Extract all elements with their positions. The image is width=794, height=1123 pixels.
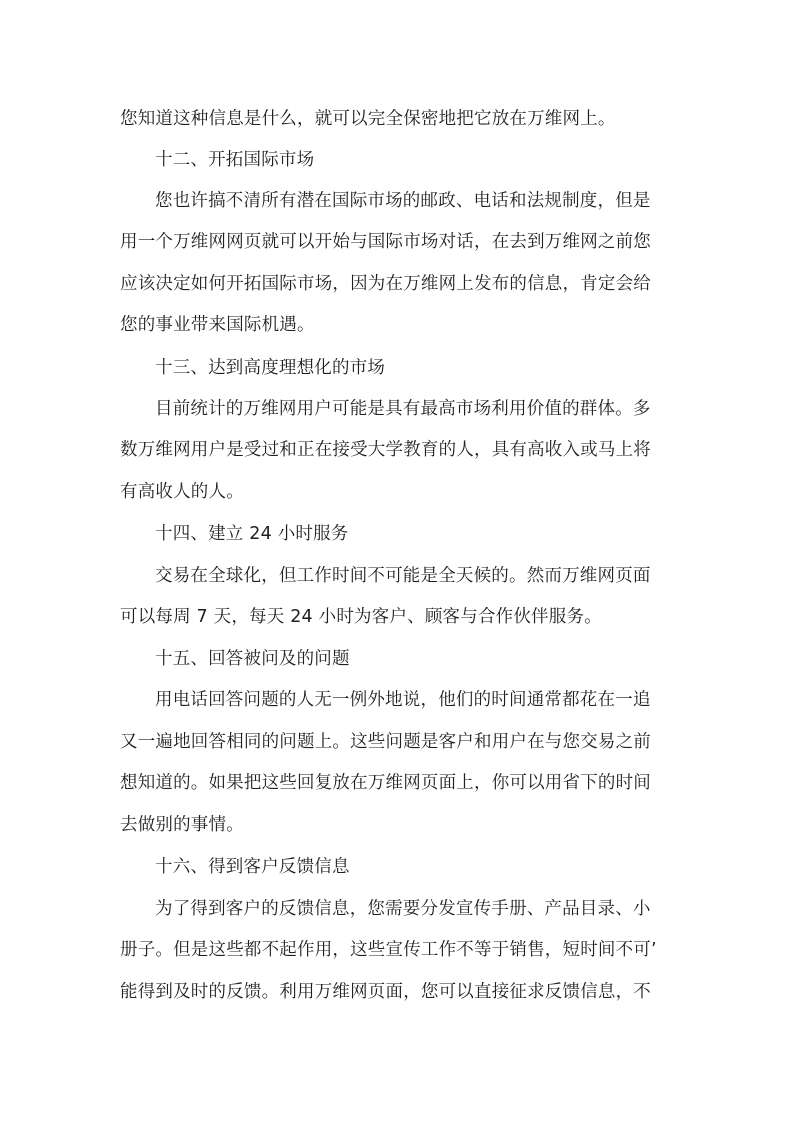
paragraph-first-line: 为了得到客户的反馈信息，您需要分发宣传手册、产品目录、小 <box>155 899 651 919</box>
body-text-line: 又一遍地回答相同的问题上。这些问题是客户和用户在与您交易之前 <box>120 732 651 752</box>
paragraph-first-line: 您也许搞不清所有潜在国际市场的邮政、电话和法规制度，但是 <box>155 191 651 211</box>
paragraph-first-line: 目前统计的万维网用户可能是具有最高市场利用价值的群体。多 <box>155 399 651 419</box>
body-text-line: 您知道这种信息是什么，就可以完全保密地把它放在万维网上。 <box>120 109 616 129</box>
body-text-line: 册子。但是这些都不起作用，这些宣传工作不等于销售，短时间不可’ <box>120 940 657 960</box>
body-text-line: 有高收人的人。 <box>120 482 244 502</box>
section-heading: 十五、回答被问及的问题 <box>155 649 350 669</box>
body-text-line: 应该决定如何开拓国际市场，因为在万维网上发布的信息，肯定会给 <box>120 274 651 294</box>
section-heading: 十二、开拓国际市场 <box>155 150 315 170</box>
section-heading: 十四、建立 24 小时服务 <box>155 524 349 544</box>
body-text-line: 能得到及时的反馈。利用万维网页面，您可以直接征求反馈信息，不 <box>120 982 651 1002</box>
body-text-line: 数万维网用户是受过和正在接受大学教育的人，具有高收入或马上将 <box>120 440 651 460</box>
body-text-line: 去做别的事情。 <box>120 815 244 835</box>
body-text-line: 您的事业带来国际机遇。 <box>120 315 315 335</box>
body-text-line: 想知道的。如果把这些回复放在万维网页面上，你可以用省下的时间 <box>120 773 651 793</box>
paragraph-first-line: 用电话回答问题的人无一例外地说，他们的时间通常都花在一追 <box>155 690 651 710</box>
section-heading: 十六、得到客户反馈信息 <box>155 857 350 877</box>
body-text-line: 用一个万维网网页就可以开始与国际市场对话，在去到万维网之前您 <box>120 232 651 252</box>
paragraph-first-line: 交易在全球化，但工作时间不可能是全天候的。然而万维网页面 <box>155 566 651 586</box>
section-heading: 十三、达到高度理想化的市场 <box>155 358 386 378</box>
body-text-line: 可以每周 7 天，每天 24 小时为客户、顾客与合作伙伴服务。 <box>120 607 602 627</box>
